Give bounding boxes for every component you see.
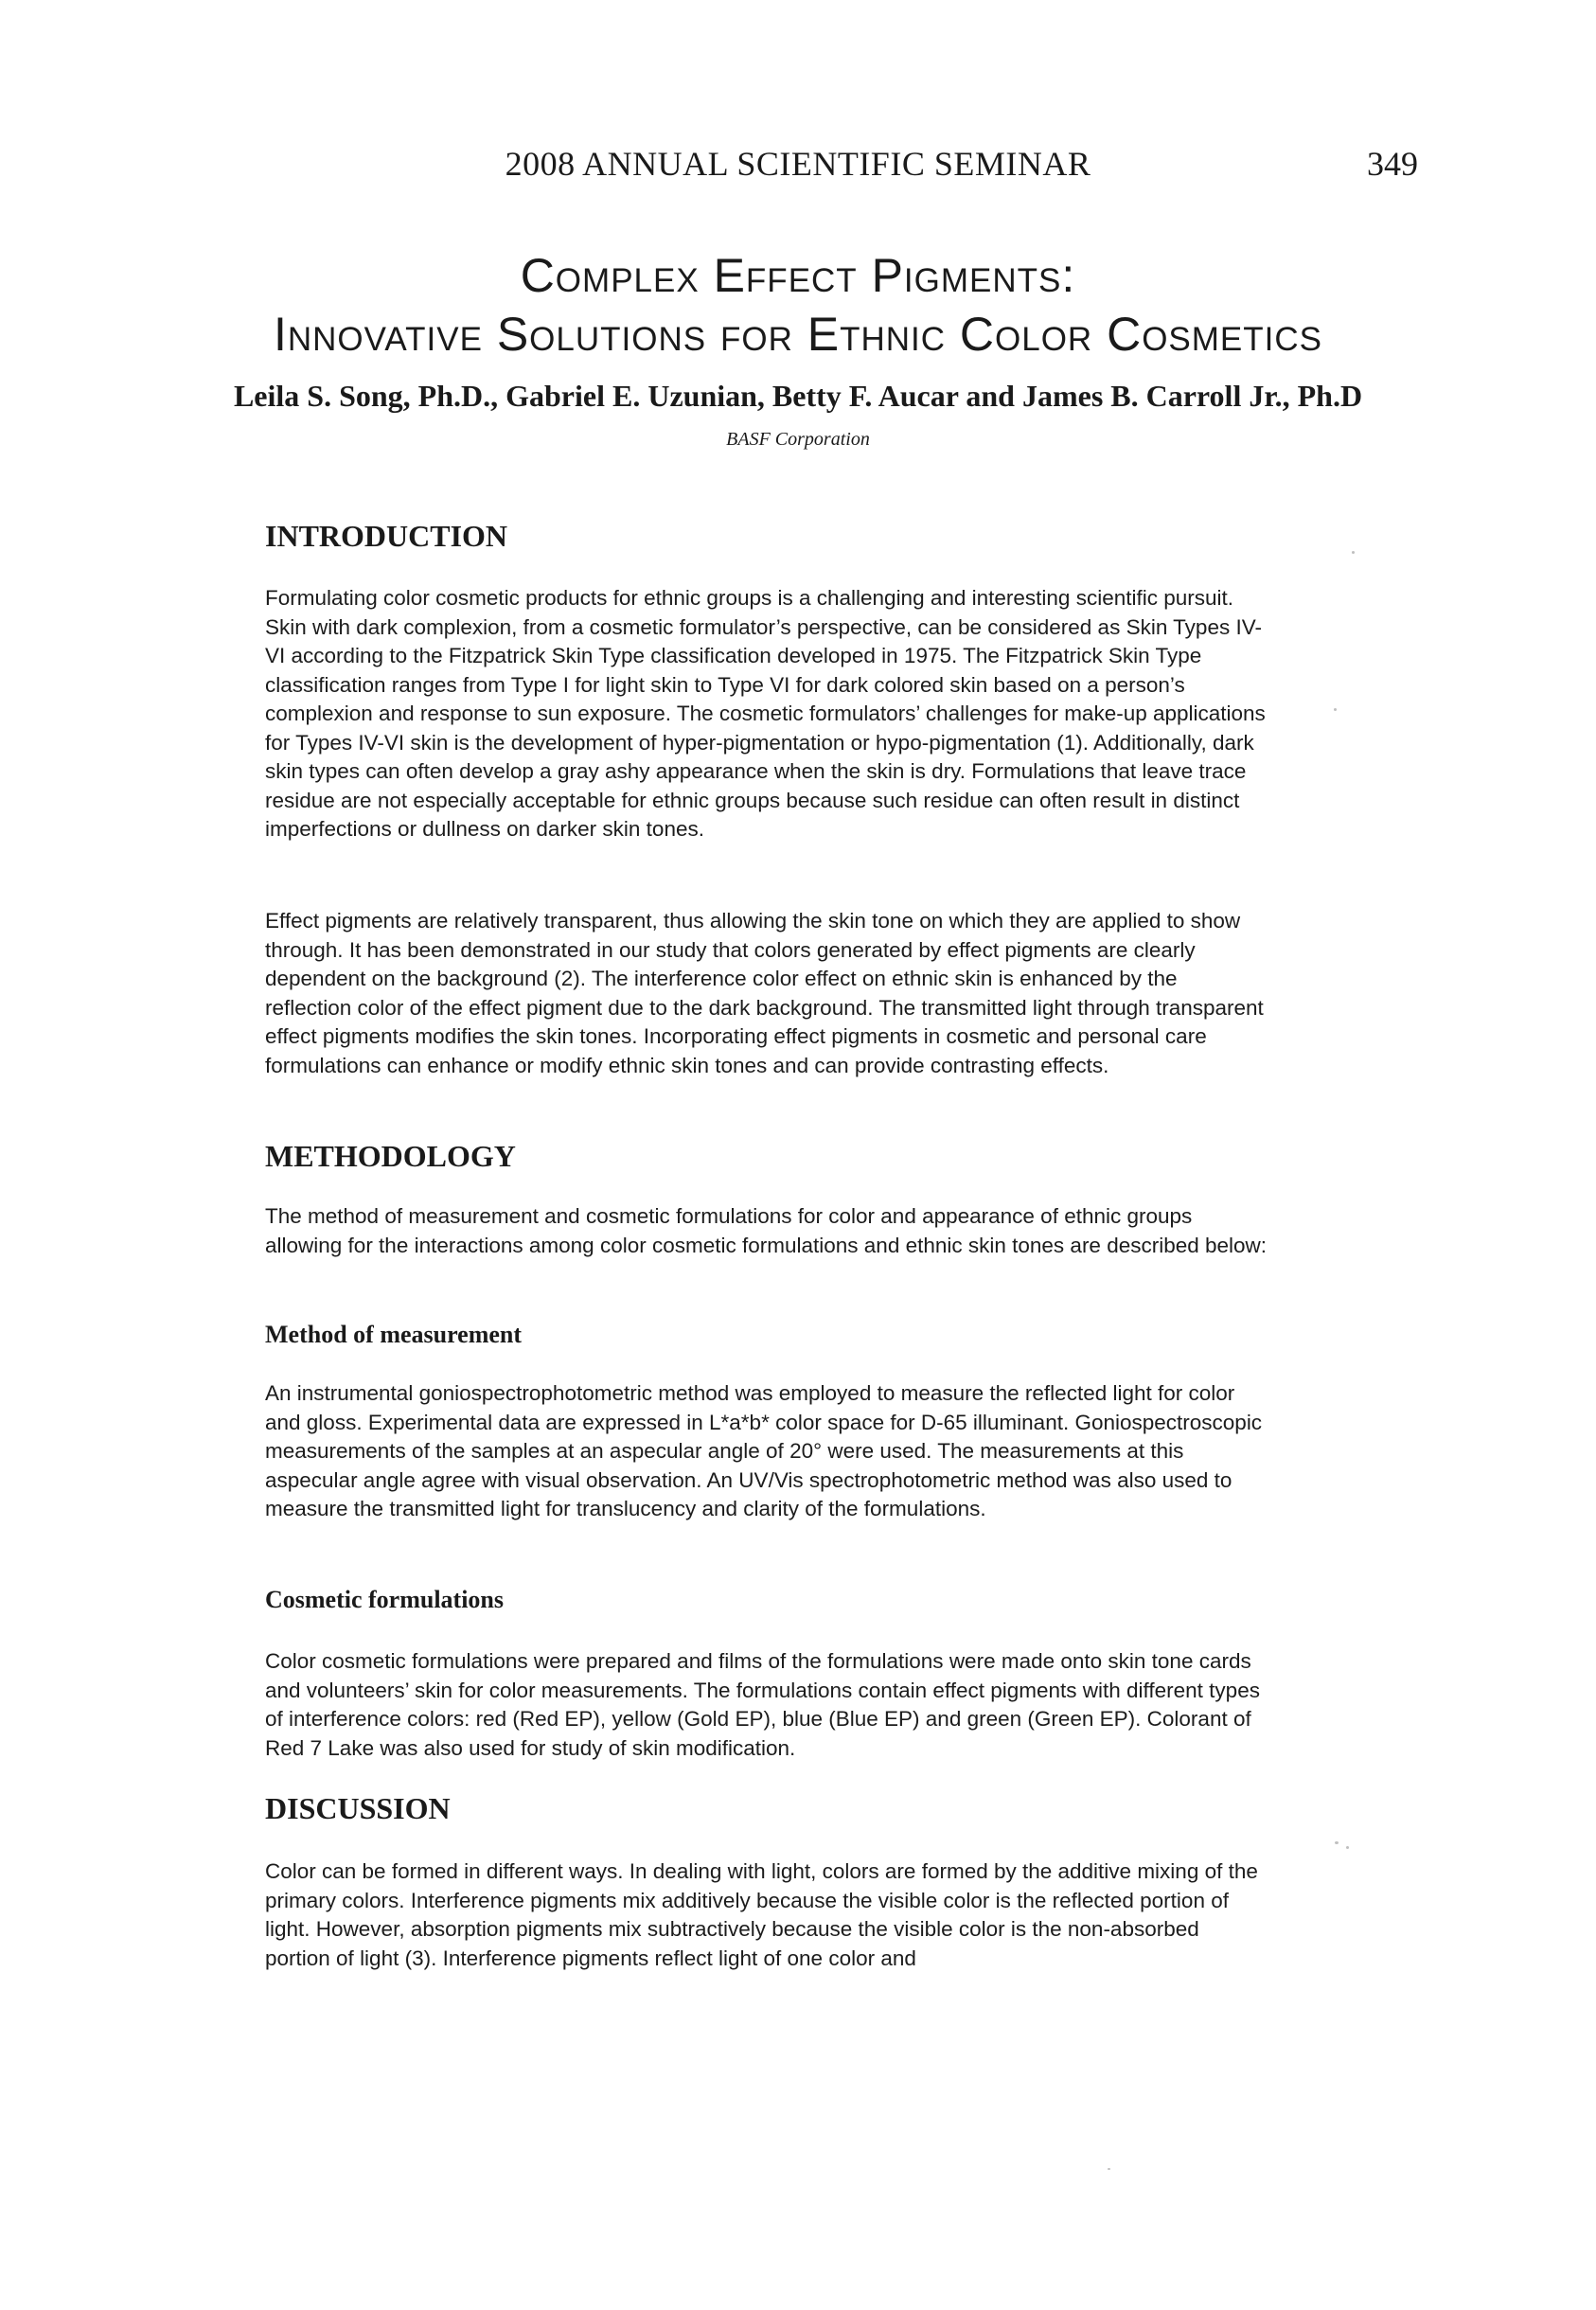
scan-speck [1334,708,1337,711]
measurement-subheading: Method of measurement [265,1321,523,1348]
discussion-paragraph: Color can be formed in different ways. In dealing with light, colors are formed by the additive mixing of the primary colors. Interference pigments mix additively because the visible color is the reflected portion of light. However, absorption pigments mix subtractively because the visible color is the non-absorbed portion of light (3). Interference pigments reflect light of one color and [265,1859,1258,1970]
methodology-heading: METHODOLOGY [265,1139,516,1173]
scan-speck [1346,1846,1349,1849]
introduction-paragraph-1: Formulating color cosmetic products for ethnic groups is a challenging and interesting scientific pursuit. Skin with dark complexion, from a cosmetic formulator’s perspective, can be considered as Skin Types IV-VI according to the Fitzpatrick Skin Type classification developed in 1975. The Fitzpatrick Skin Type classification ranges from Type I for light skin to Type VI for dark colored skin based on a person’s complexion and response to sun exposure. The cosmetic formulators’ challenges for make-up applications for Types IV-VI skin is the development of hyper-pigmentation or hypo-pigmentation (1). Additionally, dark skin types can often develop a gray ashy appearance when the skin is dry. Formulations that leave trace residue are not especially acceptable for ethnic groups because such residue can often result in distinct imperfections or dullness on darker skin tones. [265,586,1266,841]
measurement-paragraph: An instrumental goniospectrophotometric method was employed to measure the reflected light for color and gloss. Experimental data are expressed in L*a*b* color space for D-65 illuminant. Goniospectroscopic measurements of the samples at an aspecular angle of 20° were used. The measurements at this aspecular angle agree with visual observation. An UV/Vis spectrophotometric method was also used to measure the transmitted light for translucency and clarity of the formulations. [265,1381,1263,1520]
paper-title-line-1: Complex Effect Pigments: [520,249,1076,302]
page-number: 349 [1367,145,1418,183]
discussion-heading: DISCUSSION [265,1791,451,1825]
formulations-subheading: Cosmetic formulations [265,1586,505,1613]
affiliation: BASF Corporation [726,429,870,450]
scan-speck [1335,1841,1339,1844]
scan-speck [1108,2168,1110,2170]
running-head-title: 2008 ANNUAL SCIENTIFIC SEMINAR [505,145,1091,183]
formulations-paragraph: Color cosmetic formulations were prepared and films of the formulations were made onto skin tone cards and volunteers’ skin for color measurements. The formulations contain effect pigments with different types of interference colors: red (Red EP), yellow (Gold EP), blue (Blue EP) and green (Green EP). Colorant of Red 7 Lake was also used for study of skin modification. [265,1649,1260,1760]
introduction-paragraph-2: Effect pigments are relatively transparent, thus allowing the skin tone on which they are applied to show through. It has been demonstrated in our study that colors generated by effect pigments are clearly dependent on the background (2). The interference color effect on ethnic skin is enhanced by the reflection color of the effect pigment due to the dark background. The transmitted light through transparent effect pigments modifies the skin tones. Incorporating effect pigments in cosmetic and personal care formulations can enhance or modify ethnic skin tones and can provide contrasting effects. [265,909,1264,1077]
scan-speck [1352,551,1355,554]
author-list: Leila S. Song, Ph.D., Gabriel E. Uzunian, Betty F. Aucar and James B. Carroll Jr., Ph.D [233,379,1363,413]
methodology-paragraph: The method of measurement and cosmetic formulations for color and appearance of ethnic groups allowing for the interactions among color cosmetic formulations and ethnic skin tones are described below: [265,1204,1268,1257]
introduction-heading: INTRODUCTION [265,519,508,553]
running-head [0,144,1596,186]
paper-title-line-2: Innovative Solutions for Ethnic Color Cosmetics [273,308,1323,361]
